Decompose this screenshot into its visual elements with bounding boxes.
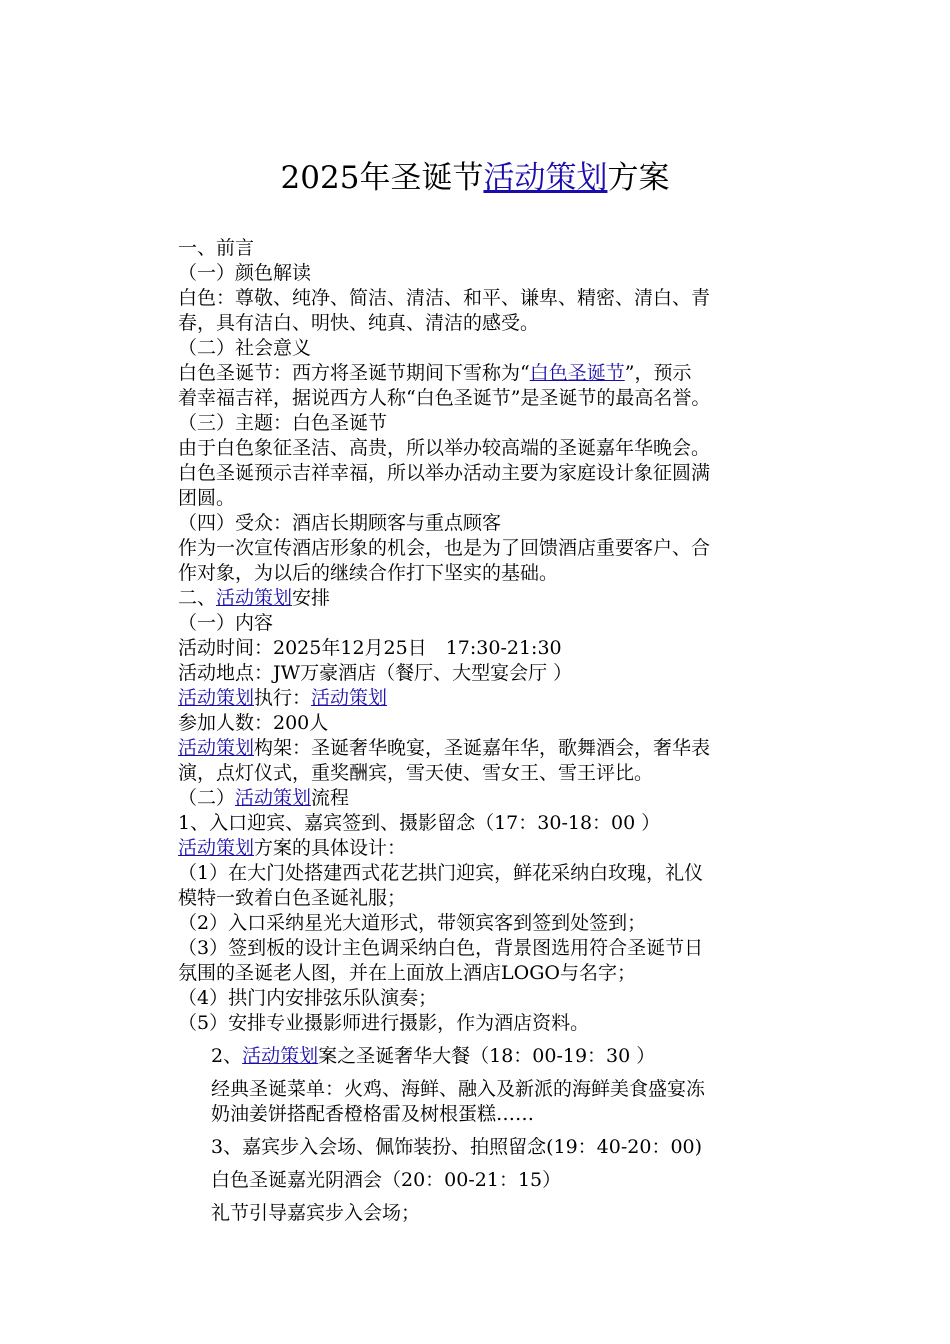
paragraph-line: （4）拱门内安排弦乐队演奏； — [178, 987, 438, 1009]
title-text-pre: 2025年圣诞节 — [280, 160, 484, 196]
activity-location: 活动地点：JW万豪酒店（餐厅、大型宴会厅 ） — [178, 662, 573, 684]
paragraph-line: （2）入口采纳星光大道形式，带领宾客到签到处签到； — [178, 912, 647, 934]
activity-executor — [178, 686, 828, 711]
text-run: 安排 — [292, 587, 331, 609]
text-run: 构架：圣诞奢华晚宴，圣诞嘉年华，歌舞酒会，奢华表 — [254, 737, 711, 759]
process-step-3: 3、嘉宾步入会场、佩饰装扮、拍照留念(19：40-20：00) — [211, 1136, 703, 1158]
activity-time: 活动时间：2025年12月25日 17:30-21:30 — [178, 637, 562, 659]
activity-plan-link[interactable]: 活动策划 — [178, 837, 255, 859]
paragraph-line: 模特一致着白色圣诞礼服； — [178, 887, 407, 909]
text-run: 执行： — [254, 687, 312, 709]
white-christmas-link[interactable]: 白色圣诞节 — [529, 362, 625, 384]
paragraph-line — [178, 736, 828, 761]
paragraph-line: 白色：尊敬、纯净、简洁、清洁、和平、谦卑、精密、清白、青 — [178, 287, 711, 309]
subheading-social: （二）社会意义 — [178, 337, 312, 359]
title-link[interactable]: 活动策划 — [483, 160, 608, 196]
section-heading-preface: 一、前言 — [178, 237, 255, 259]
subheading-color: （一）颜色解读 — [178, 262, 312, 284]
paragraph-line: （5）安排专业摄影师进行摄影，作为酒店资料。 — [178, 1012, 590, 1034]
subheading-process — [178, 786, 828, 811]
activity-plan-link[interactable]: 活动策划 — [242, 1045, 319, 1067]
paragraph-line: 白色圣诞嘉光阴酒会（20：00-21：15） — [211, 1169, 562, 1191]
paragraph-line: 演，点灯仪式，重奖酬宾，雪天使、雪女王、雪王评比。 — [178, 762, 654, 784]
text-run: 流程 — [311, 787, 350, 809]
text-run: （二） — [178, 787, 236, 809]
subheading-theme: （三）主题：白色圣诞节 — [178, 412, 388, 434]
text-run: 二、 — [178, 587, 217, 609]
paragraph-line — [178, 361, 828, 386]
process-step-2 — [178, 1044, 828, 1069]
text-run: 白色圣诞节：西方将圣诞节期间下雪称为“ — [178, 362, 530, 384]
paragraph-line: 作对象，为以后的继续合作打下坚实的基础。 — [178, 562, 559, 584]
paragraph-line: 氛围的圣诞老人图，并在上面放上酒店LOGO与名字； — [178, 962, 636, 984]
paragraph-line: 春，具有洁白、明快、纯真、清洁的感受。 — [178, 312, 540, 334]
paragraph-line: 着幸福吉祥，据说西方人称“白色圣诞节”是圣诞节的最高名誉。 — [178, 387, 711, 409]
activity-plan-link[interactable]: 活动策划 — [216, 587, 293, 609]
paragraph-line: 由于白色象征圣洁、高贵，所以举办较高端的圣诞嘉年华晚会。 — [178, 437, 711, 459]
paragraph-line: （3）签到板的设计主色调采纳白色，背景图选用符合圣诞节日 — [178, 937, 704, 959]
subheading-audience: （四）受众：酒店长期顾客与重点顾客 — [178, 512, 502, 534]
activity-plan-link[interactable]: 活动策划 — [178, 737, 255, 759]
paragraph-line: （1）在大门处搭建西式花艺拱门迎宾，鲜花采纳白玫瑰，礼仪 — [178, 862, 704, 884]
text-run: 案之圣诞奢华大餐（18：00-19：30 ） — [318, 1045, 656, 1067]
paragraph-line: 奶油姜饼搭配香橙格雷及树根蛋糕…… — [211, 1103, 535, 1125]
text-run: ”，预示 — [624, 362, 692, 384]
paragraph-line: 礼节引导嘉宾步入会场； — [211, 1202, 421, 1224]
section-heading-arrangement — [178, 586, 828, 611]
document-body — [178, 236, 828, 1226]
activity-plan-link[interactable]: 活动策划 — [311, 687, 388, 709]
activity-plan-link[interactable]: 活动策划 — [178, 687, 255, 709]
text-run: 2、 — [211, 1045, 243, 1067]
paragraph-line — [178, 836, 828, 861]
paragraph-line: 经典圣诞菜单：火鸡、海鲜、融入及新派的海鲜美食盛宴冻 — [211, 1078, 706, 1100]
process-step-1: 1、入口迎宾、嘉宾签到、摄影留念（17：30-18：00 ） — [178, 812, 661, 834]
document-title — [0, 154, 950, 202]
title-text-post: 方案 — [607, 160, 670, 196]
paragraph-line: 团圆。 — [178, 487, 236, 509]
subheading-content: （一）内容 — [178, 612, 274, 634]
paragraph-line: 白色圣诞预示吉祥幸福，所以举办活动主要为家庭设计象征圆满 — [178, 462, 711, 484]
activity-plan-link[interactable]: 活动策划 — [235, 787, 312, 809]
attendee-count: 参加人数：200人 — [178, 712, 329, 734]
paragraph-line: 作为一次宣传酒店形象的机会，也是为了回馈酒店重要客户、合 — [178, 537, 711, 559]
text-run: 方案的具体设计： — [254, 837, 407, 859]
